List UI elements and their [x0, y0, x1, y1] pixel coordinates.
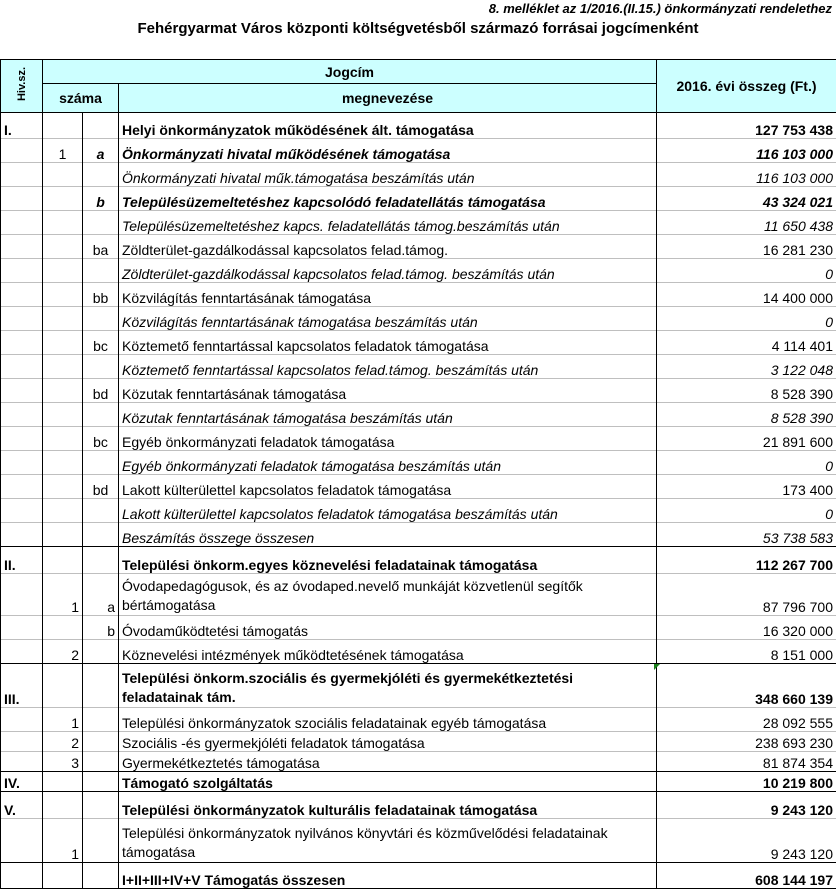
- section-number: [1, 427, 43, 451]
- jogcim-header: Jogcím: [43, 60, 657, 84]
- item-number: [43, 523, 83, 547]
- row-label: Óvodaműködtetési támogatás: [119, 616, 657, 640]
- row-label: Támogató szolgáltatás: [119, 772, 657, 792]
- amount-header: 2016. évi összeg (Ft.): [657, 60, 836, 113]
- row-label: Egyéb önkormányzati feladatok támogatása: [119, 427, 657, 451]
- sub-item-letter: [83, 355, 119, 379]
- section-number: [1, 616, 43, 640]
- row-label: Közutak fenntartásának támogatása beszámítás után: [119, 403, 657, 427]
- sub-item-letter: [83, 664, 119, 708]
- table-row: [1, 819, 836, 863]
- table-row: [1, 499, 836, 523]
- item-number: [43, 211, 83, 235]
- item-number: [43, 664, 83, 708]
- table-row: [1, 616, 836, 640]
- item-number: 1: [43, 574, 83, 616]
- table-row: [1, 574, 836, 616]
- sub-item-letter: [83, 211, 119, 235]
- table-row: [1, 163, 836, 187]
- table-row: [1, 187, 836, 211]
- section-number: [1, 451, 43, 475]
- row-amount: 21 891 600: [657, 427, 836, 451]
- row-amount: 0: [657, 259, 836, 283]
- table-row: [1, 664, 836, 708]
- table-row: [1, 772, 836, 792]
- item-number: 1: [43, 139, 83, 163]
- megnevezese-header: megnevezése: [119, 84, 657, 113]
- section-number: [1, 235, 43, 259]
- sub-item-letter: a: [83, 574, 119, 616]
- section-number: [1, 139, 43, 163]
- sub-item-letter: [83, 451, 119, 475]
- row-label: Zöldterület-gazdálkodással kapcsolatos felad.támog.: [119, 235, 657, 259]
- grand-total-amount: 608 144 197: [657, 863, 836, 889]
- table-row: [1, 863, 836, 889]
- section-number: [1, 187, 43, 211]
- row-amount: 16 281 230: [657, 235, 836, 259]
- table-row: [1, 732, 836, 752]
- row-amount: 16 320 000: [657, 616, 836, 640]
- table-row: [1, 211, 836, 235]
- sub-item-letter: bd: [83, 475, 119, 499]
- row-label: Településüzemeltetéshez kapcs. feladatellátás támog.beszámítás után: [119, 211, 657, 235]
- row-amount: 87 796 700: [657, 574, 836, 616]
- table-row: [1, 355, 836, 379]
- row-amount: 43 324 021: [657, 187, 836, 211]
- table-row: [1, 451, 836, 475]
- sub-item-letter: [83, 772, 119, 792]
- table-row: [1, 708, 836, 732]
- table-row: [1, 283, 836, 307]
- sub-item-letter: [83, 403, 119, 427]
- row-amount: 238 693 230: [657, 732, 836, 752]
- table-row: [1, 475, 836, 499]
- row-label: Települési önkormányzatok kulturális feladatainak támogatása: [119, 792, 657, 819]
- grand-total-label: I+II+III+IV+V Támogatás összesen: [119, 863, 657, 889]
- section-number: [1, 163, 43, 187]
- item-number: [43, 331, 83, 355]
- item-number: 1: [43, 708, 83, 732]
- section-number: [1, 819, 43, 863]
- item-number: [43, 616, 83, 640]
- section-number: [1, 355, 43, 379]
- row-amount: 10 219 800: [657, 772, 836, 792]
- item-number: [43, 283, 83, 307]
- row-label: Beszámítás összege összesen: [119, 523, 657, 547]
- sub-item-letter: [83, 819, 119, 863]
- section-number: II.: [1, 547, 43, 574]
- sub-item-letter: [83, 307, 119, 331]
- section-number: [1, 523, 43, 547]
- item-number: [43, 547, 83, 574]
- row-amount: 53 738 583: [657, 523, 836, 547]
- sub-item-letter: bc: [83, 427, 119, 451]
- section-number: [1, 752, 43, 772]
- table-row: [1, 752, 836, 772]
- section-number: [1, 403, 43, 427]
- row-label: Településüzemeltetéshez kapcsolódó feladatellátás támogatása: [119, 187, 657, 211]
- row-amount: 127 753 438: [657, 113, 836, 139]
- row-amount: 11 650 438: [657, 211, 836, 235]
- row-amount: 81 874 354: [657, 752, 836, 772]
- table-row: [1, 139, 836, 163]
- sub-item-letter: [83, 547, 119, 574]
- row-amount: 0: [657, 451, 836, 475]
- row-label: Helyi önkormányzatok működésének ált. támogatása: [119, 113, 657, 139]
- sub-item-letter: [83, 732, 119, 752]
- row-label: Közutak fenntartásának támogatása: [119, 379, 657, 403]
- section-number: [1, 574, 43, 616]
- sub-item-letter: [83, 792, 119, 819]
- section-number: [1, 732, 43, 752]
- item-number: [43, 307, 83, 331]
- table-row: [1, 523, 836, 547]
- table-row: [1, 113, 836, 139]
- item-number: [43, 427, 83, 451]
- item-number: 1: [43, 819, 83, 863]
- row-label: Óvodapedagógusok, és az óvodaped.nevelő munkáját közvetlenül segítők bértámogatása: [119, 574, 657, 616]
- sub-item-letter: [83, 259, 119, 283]
- section-number: [1, 863, 43, 889]
- sub-item-letter: [83, 752, 119, 772]
- section-number: III.: [1, 664, 43, 708]
- sub-item-letter: [83, 499, 119, 523]
- document-title: Fehérgyarmat Város központi költségvetésből származó forrásai jogcímenként: [137, 20, 699, 37]
- item-number: 3: [43, 752, 83, 772]
- row-label: Települési önkormányzatok nyilvános könyvtári és közművelődési feladatainak támogatása: [119, 819, 657, 863]
- cell-comment-marker: [654, 664, 660, 670]
- sub-item-letter: [83, 523, 119, 547]
- row-label: Szociális -és gyermekjóléti feladatok támogatása: [119, 732, 657, 752]
- sub-item-letter: b: [83, 616, 119, 640]
- row-amount: 173 400: [657, 475, 836, 499]
- item-number: [43, 163, 83, 187]
- row-label: Települési önkorm.szociális és gyermekjóléti és gyermekétkeztetési feladatainak tám.: [119, 664, 657, 708]
- row-label: Egyéb önkormányzati feladatok támogatása beszámítás után: [119, 451, 657, 475]
- sub-item-letter: [83, 640, 119, 664]
- section-number: [1, 640, 43, 664]
- section-number: [1, 259, 43, 283]
- section-number: [1, 331, 43, 355]
- item-number: [43, 259, 83, 283]
- row-amount: 0: [657, 499, 836, 523]
- hiv-sz-header: Hiv.sz.: [1, 60, 43, 113]
- sub-item-letter: [83, 163, 119, 187]
- annex-reference: 8. melléklet az 1/2016.(II.15.) önkormányzati rendelethez: [488, 1, 832, 16]
- sub-item-letter: bb: [83, 283, 119, 307]
- item-number: [43, 187, 83, 211]
- sub-item-letter: b: [83, 187, 119, 211]
- item-number: 2: [43, 640, 83, 664]
- row-label: Lakott külterülettel kapcsolatos feladatok támogatása beszámítás után: [119, 499, 657, 523]
- row-label: Gyermekétkeztetés támogatása: [119, 752, 657, 772]
- table-row: [1, 640, 836, 664]
- sub-item-letter: bd: [83, 379, 119, 403]
- table-row: [1, 403, 836, 427]
- row-amount: 9 243 120: [657, 819, 836, 863]
- row-label: Közvilágítás fenntartásának támogatása beszámítás után: [119, 307, 657, 331]
- row-label: Önkormányzati hivatal működésének támogatása: [119, 139, 657, 163]
- row-label: Önkormányzati hivatal műk.támogatása beszámítás után: [119, 163, 657, 187]
- row-amount: 3 122 048: [657, 355, 836, 379]
- szama-header: száma: [43, 84, 119, 113]
- section-number: I.: [1, 113, 43, 139]
- sub-item-letter: a: [83, 139, 119, 163]
- row-amount: 8 528 390: [657, 379, 836, 403]
- item-number: [43, 403, 83, 427]
- table-row: [1, 379, 836, 403]
- item-number: [43, 113, 83, 139]
- row-amount: 8 151 000: [657, 640, 836, 664]
- item-number: [43, 235, 83, 259]
- section-number: [1, 379, 43, 403]
- table-row: [1, 427, 836, 451]
- section-number: V.: [1, 792, 43, 819]
- item-number: 2: [43, 732, 83, 752]
- table-row: [1, 307, 836, 331]
- row-label: Zöldterület-gazdálkodással kapcsolatos felad.támog. beszámítás után: [119, 259, 657, 283]
- row-label: Települési önkormányzatok szociális feladatainak egyéb támogatása: [119, 708, 657, 732]
- funding-table: [0, 59, 836, 889]
- section-number: IV.: [1, 772, 43, 792]
- row-label: Települési önkorm.egyes köznevelési feladatainak támogatása: [119, 547, 657, 574]
- item-number: [43, 863, 83, 889]
- section-number: [1, 283, 43, 307]
- row-amount: 28 092 555: [657, 708, 836, 732]
- row-label: Lakott külterülettel kapcsolatos feladatok támogatása: [119, 475, 657, 499]
- row-amount: 8 528 390: [657, 403, 836, 427]
- row-amount: 348 660 139: [657, 664, 836, 708]
- table-row: [1, 235, 836, 259]
- item-number: [43, 379, 83, 403]
- item-number: [43, 772, 83, 792]
- table-row: [1, 331, 836, 355]
- row-label: Köznevelési intézmények működtetésének támogatása: [119, 640, 657, 664]
- sub-item-letter: [83, 863, 119, 889]
- item-number: [43, 355, 83, 379]
- section-number: [1, 211, 43, 235]
- item-number: [43, 792, 83, 819]
- table-row: [1, 259, 836, 283]
- sub-item-letter: [83, 113, 119, 139]
- item-number: [43, 451, 83, 475]
- section-number: [1, 499, 43, 523]
- table-row: [1, 792, 836, 819]
- row-amount: 0: [657, 307, 836, 331]
- section-number: [1, 307, 43, 331]
- section-number: [1, 475, 43, 499]
- item-number: [43, 499, 83, 523]
- row-amount: 116 103 000: [657, 163, 836, 187]
- row-amount: 14 400 000: [657, 283, 836, 307]
- section-number: [1, 708, 43, 732]
- row-amount: 112 267 700: [657, 547, 836, 574]
- row-label: Közvilágítás fenntartásának támogatása: [119, 283, 657, 307]
- item-number: [43, 475, 83, 499]
- table-row: [1, 547, 836, 574]
- row-amount: 116 103 000: [657, 139, 836, 163]
- row-amount: 4 114 401: [657, 331, 836, 355]
- row-label: Köztemető fenntartással kapcsolatos feladatok támogatása: [119, 331, 657, 355]
- row-label: Köztemető fenntartással kapcsolatos felad.támog. beszámítás után: [119, 355, 657, 379]
- sub-item-letter: bc: [83, 331, 119, 355]
- row-amount: 9 243 120: [657, 792, 836, 819]
- sub-item-letter: [83, 708, 119, 732]
- sub-item-letter: ba: [83, 235, 119, 259]
